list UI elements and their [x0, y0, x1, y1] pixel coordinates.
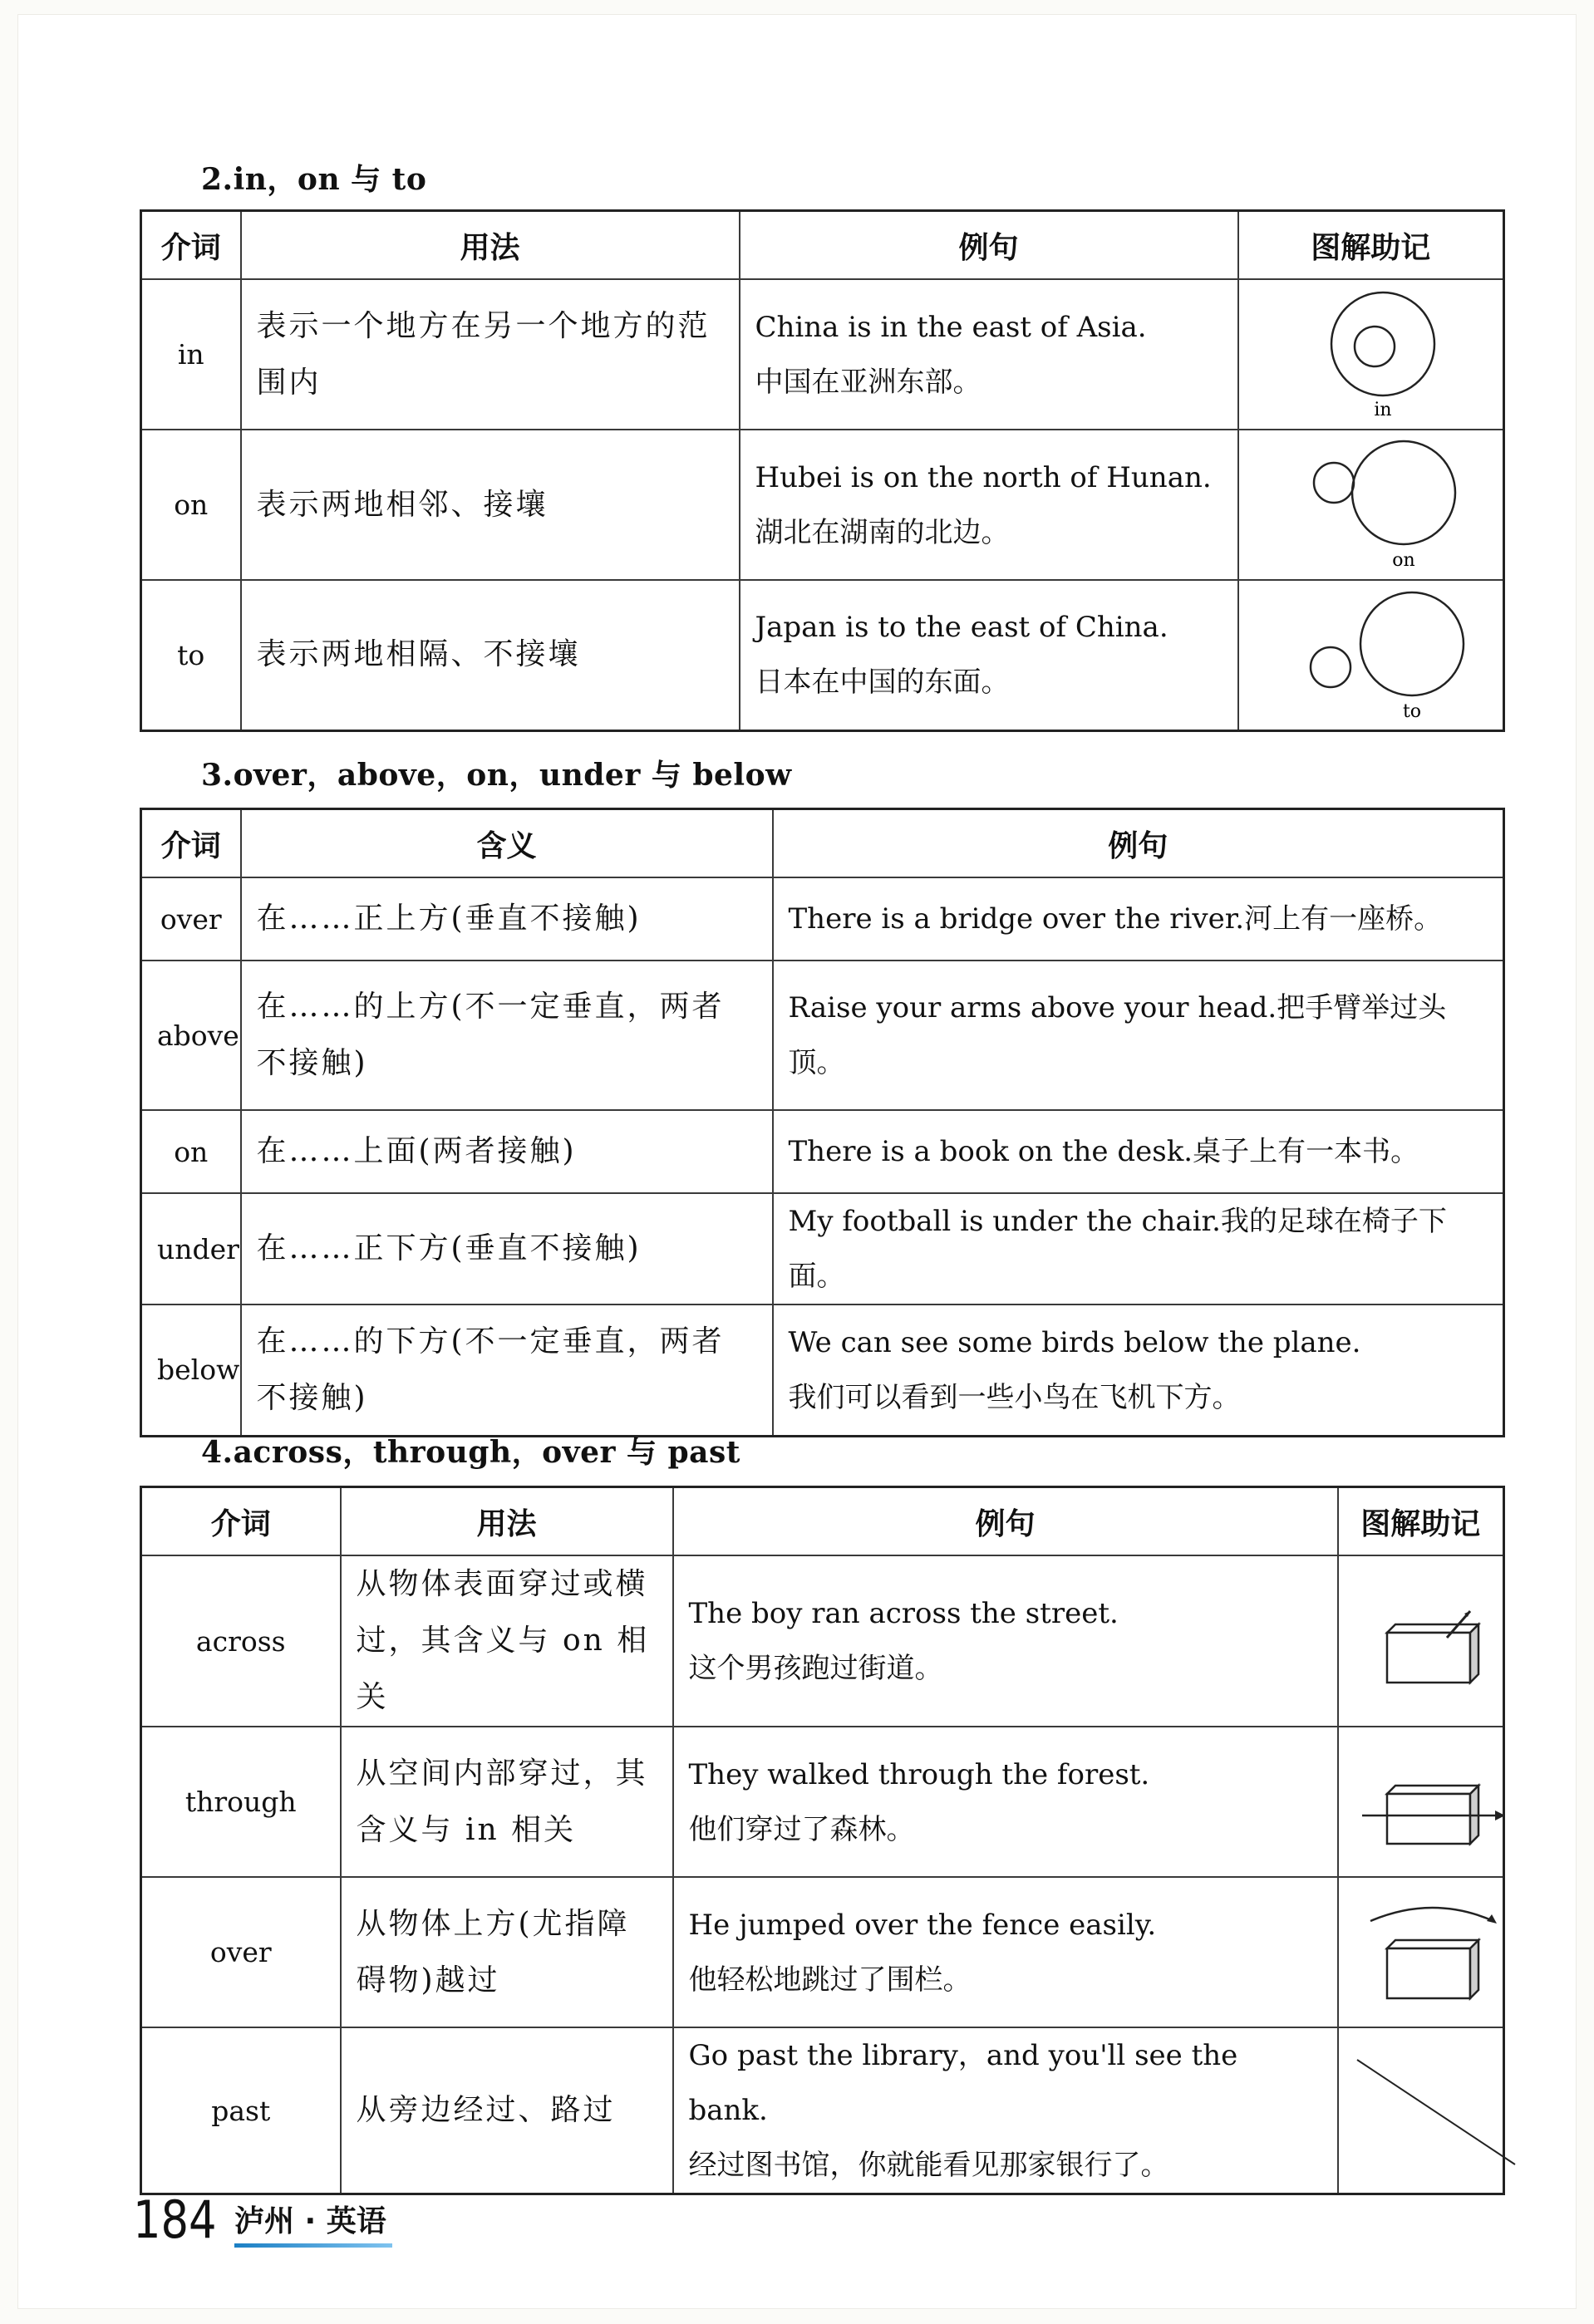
header-prep: 介词: [141, 211, 241, 280]
example-cell: [673, 1727, 1338, 1877]
prep-cell: on: [141, 1110, 241, 1193]
meaning-cell: 在……的上方(不一定垂直，两者不接触): [241, 961, 773, 1110]
table-row: [141, 961, 1504, 1110]
example-zh: 中国在亚洲东部。: [755, 365, 981, 399]
header-diagram: 图解助记: [1238, 211, 1504, 280]
prep-cell: under: [141, 1193, 241, 1304]
example-en: We can see some birds below the plane.: [788, 1325, 1361, 1359]
example-en: Japan is to the east of China.: [755, 611, 1168, 645]
header-usage: 用法: [341, 1487, 673, 1556]
meaning-cell: 在……正下方(垂直不接触): [241, 1193, 773, 1304]
prep-cell: past: [141, 2027, 341, 2194]
diagram-label: in: [1373, 399, 1392, 420]
table-row: [141, 877, 1504, 961]
example-en: They walked through the forest.: [688, 1757, 1150, 1791]
table-row: [141, 1555, 1504, 1727]
section-3-heading: 3.over，above，on，under 与 below: [201, 758, 792, 793]
table-row: [141, 430, 1504, 580]
header-example: 例句: [773, 809, 1504, 878]
example-cell: [773, 1304, 1504, 1436]
example-cell: [673, 2027, 1338, 2194]
example-zh: 把手臂举过头顶。: [788, 991, 1447, 1079]
table-row: [141, 2027, 1504, 2194]
example-zh: 经过图书馆，你就能看见那家银行了。: [688, 2149, 1169, 2182]
section-4-heading: 4.across，through，over 与 past: [201, 1435, 740, 1470]
across-box-icon: [1354, 1575, 1512, 1707]
prep-cell: in: [141, 279, 241, 430]
diagram-cell: [1338, 1727, 1504, 1877]
meaning-cell: 在……的下方(不一定垂直，两者不接触): [241, 1304, 773, 1436]
example-en: There is a book on the desk.: [788, 1135, 1193, 1168]
example-zh: 这个男孩跑过街道。: [688, 1652, 943, 1685]
table-row: [141, 580, 1504, 730]
prep-cell: to: [141, 580, 241, 730]
over-box-icon: [1354, 1886, 1512, 2019]
diagram-cell: [1338, 1877, 1504, 2027]
prep-cell: on: [141, 430, 241, 580]
example-cell: [773, 877, 1504, 961]
usage-cell: 从空间内部穿过，其含义与 in 相关: [341, 1727, 673, 1877]
table-row: [141, 1110, 1504, 1193]
example-cell: [673, 1877, 1338, 2027]
diagram-cell: [1238, 279, 1504, 430]
on-diagram-icon: [1254, 435, 1503, 576]
example-zh: 他轻松地跳过了围栏。: [688, 1963, 972, 1997]
prep-cell: over: [141, 1877, 341, 2027]
example-cell: [740, 430, 1238, 580]
meaning-cell: 在……正上方(垂直不接触): [241, 877, 773, 961]
prep-cell: over: [141, 877, 241, 961]
usage-cell: 从旁边经过、路过: [341, 2027, 673, 2194]
section-2-heading: 2.in，on 与 to: [201, 162, 427, 197]
table-row: [141, 1727, 1504, 1877]
table-in-on-to: [140, 209, 1505, 732]
past-diagonal-icon: [1354, 2055, 1517, 2166]
diagram-label: on: [1391, 549, 1415, 571]
header-example: 例句: [673, 1487, 1338, 1556]
header-meaning: 含义: [241, 809, 773, 878]
example-zh: 河上有一座桥。: [1244, 902, 1443, 936]
prep-cell: through: [141, 1727, 341, 1877]
example-cell: [740, 279, 1238, 430]
footer-rule: [234, 2243, 392, 2248]
diagram-label: to: [1402, 701, 1421, 723]
example-zh: 他们穿过了森林。: [688, 1812, 915, 1846]
usage-cell: 表示一个地方在另一个地方的范围内: [241, 279, 740, 430]
example-cell: [773, 1110, 1504, 1193]
example-cell: [673, 1555, 1338, 1727]
diagram-cell: [1338, 1555, 1504, 1727]
usage-cell: 从物体上方(尤指障碍物)越过: [341, 1877, 673, 2027]
table-row: [141, 1877, 1504, 2027]
example-en: China is in the east of Asia.: [755, 310, 1147, 344]
meaning-cell: 在……上面(两者接触): [241, 1110, 773, 1193]
prep-cell: across: [141, 1555, 341, 1727]
example-zh: 我们可以看到一些小鸟在飞机下方。: [788, 1380, 1241, 1414]
example-zh: 桌子上有一本书。: [1193, 1135, 1419, 1168]
header-prep: 介词: [141, 809, 241, 878]
example-zh: 日本在中国的东面。: [755, 666, 1010, 700]
example-en: He jumped over the fence easily.: [688, 1908, 1157, 1942]
prep-cell: below: [141, 1304, 241, 1436]
page-number: 184: [133, 2189, 217, 2250]
table-row: [141, 1304, 1504, 1436]
header-prep: 介词: [141, 1487, 341, 1556]
table-row: [141, 279, 1504, 430]
table-row: [141, 1193, 1504, 1304]
usage-cell: 从物体表面穿过或横过，其含义与 on 相关: [341, 1555, 673, 1727]
through-box-icon: [1354, 1736, 1512, 1869]
usage-cell: 表示两地相邻、接壤: [241, 430, 740, 580]
example-en: The boy ran across the street.: [688, 1597, 1119, 1630]
header-usage: 用法: [241, 211, 740, 280]
diagram-cell: [1338, 2027, 1504, 2194]
example-cell: [740, 580, 1238, 730]
example-en: Hubei is on the north of Hunan.: [755, 460, 1212, 494]
in-diagram-icon: [1254, 284, 1503, 425]
table-across-through-over-past: [140, 1486, 1505, 2195]
diagram-cell: [1238, 580, 1504, 730]
example-cell: [773, 961, 1504, 1110]
diagram-cell: [1238, 430, 1504, 580]
example-en: My football is under the chair.: [788, 1205, 1221, 1238]
prep-cell: above: [141, 961, 241, 1110]
footer-title: 泸州 · 英语: [234, 2204, 386, 2238]
example-zh: 湖北在湖南的北边。: [755, 515, 1010, 549]
example-en: There is a bridge over the river.: [788, 902, 1245, 936]
header-diagram: 图解助记: [1338, 1487, 1504, 1556]
example-en: Go past the library，and you'll see the bank.: [688, 2039, 1238, 2127]
table-over-above-on-under-below: [140, 808, 1505, 1437]
header-example: 例句: [740, 211, 1238, 280]
to-diagram-icon: [1254, 584, 1503, 725]
example-zh: 我的足球在椅子下面。: [788, 1205, 1447, 1293]
usage-cell: 表示两地相隔、不接壤: [241, 580, 740, 730]
example-cell: [773, 1193, 1504, 1304]
example-en: Raise your arms above your head.: [788, 991, 1277, 1024]
